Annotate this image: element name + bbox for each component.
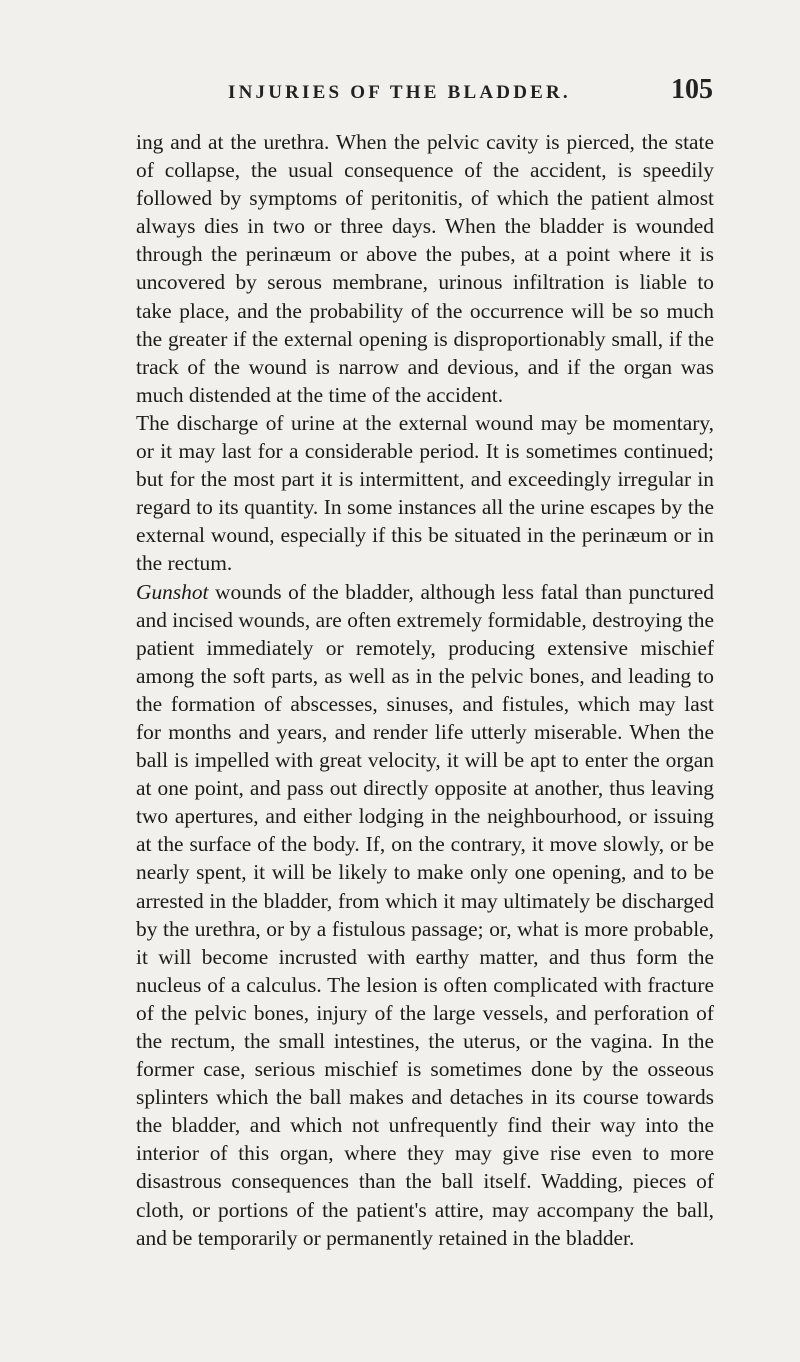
running-head: INJURIES OF THE BLADDER. <box>228 82 571 103</box>
paragraph-3 <box>136 578 714 1252</box>
paragraph-1: ing and at the urethra. When the pelvic cavity is pierced, the state of collapse, the usual consequence of the accident, is speedily followed by symptoms of peritonitis, of which the patient almost always dies in two or three days. When the bladder is wounded through the perinæum or above the pubes, at a point where it is uncovered by serous membrane, urinous infiltration is liable to take place, and the probability of the occurrence will be so much the greater if the external opening is disproportionably small, if the track of the wound is narrow and devious, and if the organ was much distended at the time of the accident. <box>136 130 714 407</box>
paragraph-3-text: wounds of the bladder, although less fatal than punctured and incised wounds, are often extremely formidable, destroying the patient immediately or remotely, producing extensive mischief among the soft parts, as well as in the pelvic bones, and leading to the formation of abscesses, sinuses, and fistules, which may last for months and years, and render life utterly miserable. When the ball is impelled with great velocity, it will be apt to enter the organ at one point, and pass out directly opposite at another, thus leaving two apertures, and either lodging in the neighbourhood, or issuing at the surface of the body. If, on the contrary, it move slowly, or be nearly spent, it will be likely to make only one opening, and to be arrested in the bladder, from which it may ultimately be discharged by the urethra, or by a fistulous passage; or, what is more probable, it will become incrusted with earthy matter, and thus form the nucleus of a calculus. The lesion is often complicated with fracture of the pelvic bones, injury of the large vessels, and perforation of the rectum, the small intestines, the uterus, or the vagina. In the former case, serious mischief is sometimes done by the osseous splinters which the ball makes and detaches in its course towards the bladder, and which not unfrequently find their way into the interior of this organ, where they may give rise even to more disastrous consequences than the ball itself. Wadding, pieces of cloth, or portions of the patient's attire, may accompany the ball, and be temporarily or permanently retained in the bladder. <box>136 579 714 1250</box>
paragraph-2: The discharge of urine at the external wound may be momentary, or it may last for a considerable period. It is sometimes continued; but for the most part it is intermittent, and exceedingly irregular in regard to its quantity. In some instances all the urine escapes by the external wound, especially if this be situated in the perinæum or in the rectum. <box>136 410 714 576</box>
body-text <box>136 128 714 1252</box>
paragraph-3-lead: Gunshot <box>136 579 209 604</box>
page-number: 105 <box>671 74 713 105</box>
